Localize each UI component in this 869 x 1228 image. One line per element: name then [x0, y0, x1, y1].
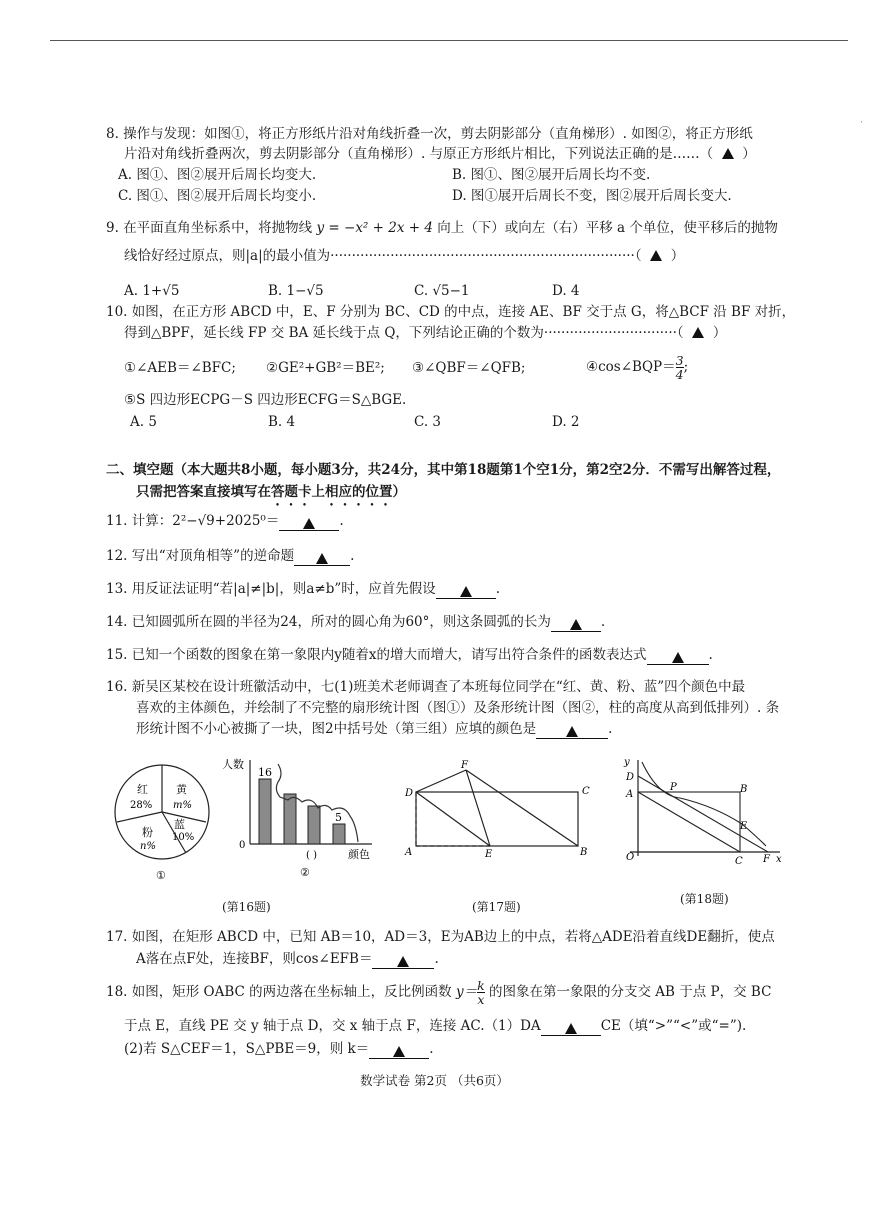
answer-triangle-icon [393, 1046, 405, 1057]
q9-option-b: B. 1−√5 [268, 283, 324, 299]
q10-line2-text: 得到△BPF，延长线 FP 交 BA 延长线于点 Q，下列结论正确的个数为·······························（ [124, 325, 684, 341]
fraction-numerator: 3 [675, 353, 684, 368]
answer-triangle-icon [650, 250, 662, 261]
fig17-caption: (第17题) [472, 900, 521, 914]
q18-line2 [124, 1016, 746, 1036]
q18-line3 [124, 1039, 434, 1059]
q8-line2 [124, 144, 756, 164]
section2-text: 上 [311, 484, 325, 500]
point-label: A [626, 789, 634, 800]
q13 [106, 579, 500, 599]
q13-end: . [495, 581, 501, 597]
q17-line1: 17. 如图，在矩形 ABCD 中，已知 AB＝10，AD＝3，E为AB边上的中点，若将△ADE沿着直线DE翻折，使点 [106, 929, 775, 945]
point-label: C [582, 786, 590, 797]
point-label: D [405, 788, 414, 799]
point-label: E [740, 821, 748, 832]
answer-triangle-icon [316, 553, 328, 564]
q8-option-d: D. 图①展开后周长不变，图②展开后周长变大. [452, 188, 732, 204]
q11-end: . [339, 513, 344, 529]
q18-text: CE（填“>”“<”或“=”). [600, 1018, 747, 1034]
q11-text: 11. 计算：2²−√9+2025⁰＝ [106, 513, 280, 529]
pie-label: n% [140, 841, 156, 852]
q10-statement-4 [586, 350, 688, 384]
q10-statement-1: ①∠AEB＝∠BFC; [124, 360, 236, 376]
page-footer: 数学试卷 第2页 （共6页） [360, 1073, 509, 1088]
q10-statement-3: ③∠QBF＝∠QFB; [412, 360, 526, 376]
pie-label: 蓝 [174, 818, 185, 831]
section2-heading: 二、填空题（本大题共8小题，每小题3分，共24分，其中第18题第1个空1分，第2空2分．不需写出解答过程， [106, 462, 781, 478]
q14-end: . [600, 614, 606, 630]
bar [308, 806, 320, 844]
pie-label: 红 [137, 783, 148, 796]
answer-triangle-icon [672, 652, 684, 663]
pie-label: 28% [130, 800, 153, 811]
answer-triangle-icon [570, 619, 582, 630]
q10-statement-2: ②GE²+GB²＝BE²; [266, 360, 385, 376]
section2-text: ） [392, 484, 406, 500]
answer-blank [647, 648, 709, 665]
q10-option-a: A. 5 [130, 414, 157, 430]
point-label: A [405, 847, 413, 858]
section2-text: 只需把答案直接填写在 [136, 484, 271, 500]
fraction-numerator: k [477, 978, 485, 993]
q10-option-d: D. 2 [552, 414, 580, 430]
answer-blank [369, 1042, 429, 1059]
fraction-denominator: x [477, 992, 485, 1007]
point-label: P [670, 782, 677, 793]
axis-label: x [776, 854, 782, 865]
bar-value-label: 5 [335, 811, 342, 824]
q16-line2: 喜欢的主体颜色，并绘制了不完整的扇形统计图（图①）及条形统计图（图②，柱的高度从高到低排列）. 条 [136, 700, 780, 716]
bar-origin: 0 [239, 840, 246, 851]
q8-paren: ） [742, 146, 756, 162]
answer-blank [536, 722, 608, 739]
q17-line2 [136, 949, 439, 969]
q9-option-c: C. √5−1 [414, 283, 470, 299]
bar-ylabel: 人数 [222, 758, 244, 771]
q12 [106, 546, 354, 566]
axis-label: y [624, 757, 630, 768]
q9-paren: ） [670, 248, 685, 264]
fig18-caption: (第18题) [680, 892, 729, 906]
q15-text: 15. 已知一个函数的图象在第一象限内y随着x的增大而增大，请写出符合条件的函数表达式 [106, 647, 647, 663]
q9-option-d: D. 4 [552, 283, 580, 299]
q9-line2-text: 线恰好经过原点，则|a|的最小值为·······································································（ [124, 248, 642, 264]
q14 [106, 612, 605, 632]
point-label: C [735, 856, 743, 866]
q18-text: (2)若 S△CEF＝1，S△PBE＝9，则 k＝ [124, 1041, 370, 1057]
q17-end: . [434, 951, 439, 967]
bar-paren: ( ) [306, 850, 317, 861]
bar [259, 779, 271, 844]
q9-line2 [124, 246, 684, 266]
fig16-caption: (第16题) [222, 900, 271, 914]
q10-option-c: C. 3 [414, 414, 442, 430]
q8-option-c: C. 图①、图②展开后周长均变小. [118, 188, 317, 204]
fraction-denominator: 4 [675, 367, 684, 382]
q16-line3 [136, 719, 612, 739]
q10-s4-end: ; [683, 359, 689, 375]
q10-s4-text: ④cos∠BQP＝ [586, 359, 676, 375]
figure-17 [396, 758, 596, 862]
point-label: E [485, 849, 493, 860]
pie-label: 黄 [176, 783, 187, 796]
q16-line1: 16. 新吴区某校在设计班徽活动中，七(1)班美术老师调查了本班每位同学在“红、黄、粉、蓝”四个颜色中最 [106, 679, 746, 695]
answer-triangle-icon [692, 327, 704, 338]
pie-label: 粉 [142, 826, 153, 839]
point-label: D [626, 772, 635, 783]
q11 [106, 511, 344, 531]
answer-triangle-icon [566, 726, 578, 737]
point-label: F [763, 854, 770, 865]
q16-end: . [608, 721, 613, 737]
q12-text: 12. 写出“对顶角相等”的逆命题 [106, 548, 295, 564]
q8-line1: 8. 操作与发现：如图①，将正方形纸片沿对角线折叠一次，剪去阴影部分（直角梯形）. 如图②，将正方形纸 [106, 126, 753, 142]
bar-caption: ② [300, 866, 310, 879]
answer-triangle-icon [460, 586, 472, 597]
q10-paren: ） [712, 325, 727, 341]
section2-emph: 相应的位置 [325, 484, 393, 500]
answer-blank [372, 952, 434, 969]
q18-text: 18. 如图，矩形 OABC 的两边落在坐标轴上，反比例函数 [106, 984, 452, 1000]
bar [284, 794, 296, 844]
q16-text: 形统计图不小心被撕了一块，图2中括号处（第三组）应填的颜色是 [136, 721, 537, 737]
answer-blank [279, 514, 339, 531]
top-rule [50, 40, 848, 41]
answer-triangle-icon [722, 148, 734, 159]
point-label: O [626, 852, 635, 863]
q17-text: A落在点F处，连接BF，则cos∠EFB＝ [136, 951, 373, 967]
section2-heading-line2 [136, 481, 856, 509]
q8-option-b: B. 图①、图②展开后周长均不变. [452, 167, 651, 183]
q18-text: 于点 E，直线 PE 交 y 轴于点 D，交 x 轴于点 F，连接 AC.（1）DA [124, 1018, 541, 1034]
point-label: F [461, 760, 468, 771]
answer-blank [541, 1019, 601, 1036]
fraction [676, 354, 684, 381]
q18-line1 [106, 972, 771, 1012]
fraction [477, 979, 485, 1006]
pie-label: m% [173, 800, 192, 811]
q10-line2 [124, 323, 726, 343]
pie-caption: ① [156, 869, 166, 882]
bar-chart-figure [222, 752, 382, 880]
answer-blank [294, 549, 350, 566]
q15-end: . [708, 647, 713, 663]
q10-statement-5: ⑤S 四边形ECPG－S 四边形ECFG＝S△BGE. [124, 392, 407, 408]
q18-end: . [429, 1041, 434, 1057]
pie-chart-figure [110, 760, 220, 885]
bar [333, 824, 345, 844]
answer-triangle-icon [565, 1023, 577, 1034]
bar-xlabel: 颜色 [348, 848, 370, 861]
q13-text: 13. 用反证法证明“若|a|≠|b|，则a≠b”时，应首先假设 [106, 581, 436, 597]
q8-option-a: A. 图①、图②展开后周长均变大. [118, 167, 317, 183]
q9-line1 [106, 218, 778, 238]
q9-formula: y = −x² + 2x + 4 [316, 220, 433, 236]
q8-line2-text: 片沿对角线折叠两次，剪去阴影部分（直角梯形）. 与原正方形纸片相比，下列说法正确的是……（ [124, 146, 714, 162]
q15 [106, 645, 713, 665]
pie-label: 10% [172, 832, 195, 843]
figure-18 [618, 756, 788, 866]
section2-emph: 答题卡 [271, 484, 312, 500]
scan-mark: · [860, 118, 863, 128]
q18-y: y＝ [455, 984, 478, 1000]
point-label: B [740, 784, 748, 795]
answer-blank [551, 615, 601, 632]
q9-num: 9. [106, 220, 119, 236]
q10-option-b: B. 4 [268, 414, 296, 430]
bar-value-label: 16 [258, 766, 272, 779]
q9-pre: 在平面直角坐标系中，将抛物线 [123, 220, 313, 236]
q9-post: 向上（下）或向左（右）平移 a 个单位，使平移后的抛物 [437, 220, 778, 236]
point-label: B [580, 847, 588, 858]
q14-text: 14. 已知圆弧所在圆的半径为24，所对的圆心角为60°，则这条圆弧的长为 [106, 614, 551, 630]
answer-triangle-icon [303, 518, 315, 529]
answer-triangle-icon [397, 956, 409, 967]
q9-option-a: A. 1+√5 [124, 283, 180, 299]
answer-blank [436, 582, 496, 599]
q12-end: . [350, 548, 355, 564]
q18-text: 的图象在第一象限的分支交 AB 于点 P，交 BC [488, 984, 772, 1000]
q10-line1: 10. 如图，在正方形 ABCD 中，E、F 分别为 BC、CD 的中点，连接 AE、BF 交于点 G，将△BCF 沿 BF 对折， [106, 304, 796, 320]
